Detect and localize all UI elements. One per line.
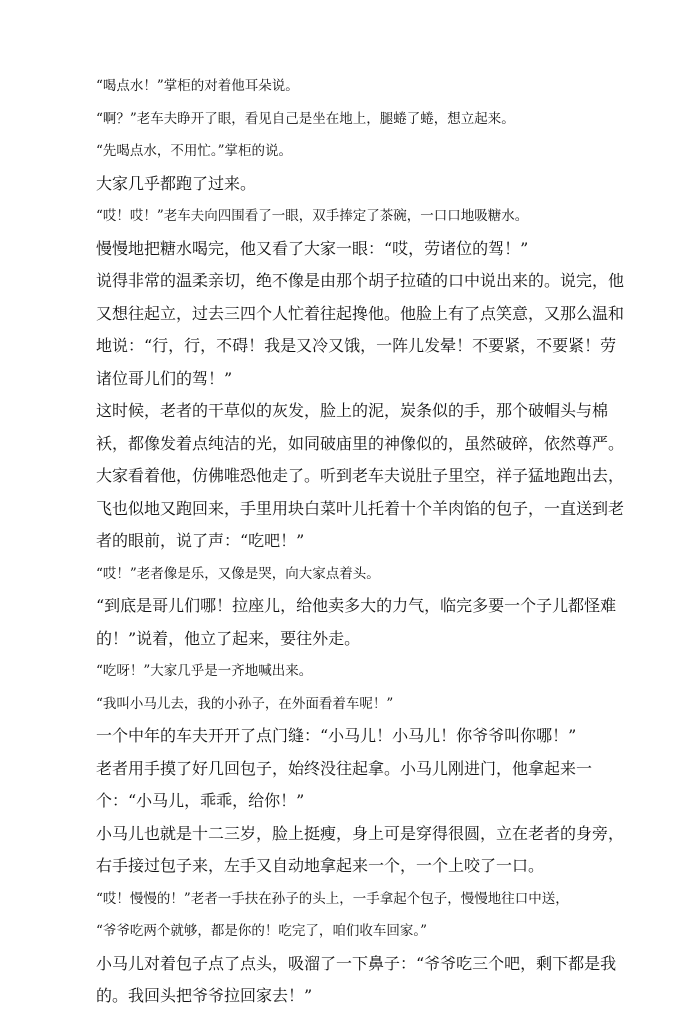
paragraph: “啊？”老车夫睁开了眼，看见自己是坐在地上，腿蜷了蜷，想立起来。: [96, 110, 515, 127]
paragraph: 小马儿也就是十二三岁，脸上挺瘦，身上可是穿得很圆，立在老者的身旁，右手接过包子来，左手又自动地拿起来一个，一个上咬了一口。: [96, 823, 625, 875]
paragraph: 一个中年的车夫开开了点门缝：“小马儿！小马儿！你爷爷叫你哪！”: [96, 726, 577, 745]
paragraph: 这时候，老者的干草似的灰发，脸上的泥，炭条似的手，那个破帽头与棉袄，都像发着点纯洁的光，如同破庙里的神像似的，虽然破碎，依然尊严。大家看着他，仿佛唯恐他走了。听到老车夫说肚子里空，祥子猛地跑出去，飞也似地又跑回来，手里用块白菜叶儿托着十个羊肉馅的包子，一直送到老者的眼前，说了声：“吃吧！”: [96, 401, 625, 550]
paragraph: 小马儿对着包子点了点头，吸溜了一下鼻子：“爷爷吃三个吧，剩下都是我的。我回头把爷爷拉回家去！”: [96, 953, 617, 1005]
paragraph: “先喝点水，不用忙。”掌柜的说。: [96, 143, 293, 159]
paragraph: “哎！”老者像是乐，又像是哭，向大家点着头。: [96, 565, 380, 582]
paragraph: 大家几乎都跑了过来。: [96, 173, 257, 193]
paragraph: “到底是哥儿们哪！拉座儿，给他卖多大的力气，临完多要一个子儿都怪难的！”说着，他立了起来，要往外走。: [96, 596, 617, 648]
paragraph: “我叫小马儿去，我的小孙子，在外面看着车呢！”: [96, 695, 394, 712]
paragraph: “哎！慢慢的！”老者一手扶在孙子的头上，一手拿起个包子，慢慢地往口中送，: [96, 890, 569, 907]
story-text: [96, 70, 624, 1013]
paragraph: “吃呀！”大家几乎是一齐地喊出来。: [96, 663, 313, 679]
paragraph: “爷爷吃两个就够，都是你的！吃完了，咱们收车回家。”: [96, 923, 428, 939]
paragraph: 说得非常的温柔亲切，绝不像是由那个胡子拉碴的口中说出来的。说完，他又想往起立，过去三四个人忙着往起搀他。他脸上有了点笑意，又那么温和地说：“行，行，不碍！我是又冷又饿，一阵儿发晕！不要紧，不要紧！劳诸位哥儿们的驾！”: [96, 271, 625, 388]
paragraph: “哎！哎！”老车夫向四围看了一眼，双手捧定了茶碗，一口口地吸糖水。: [96, 208, 529, 224]
paragraph: 慢慢地把糖水喝完，他又看了大家一眼：“哎，劳诸位的驾！”: [96, 238, 529, 258]
paragraph: 老者用手摸了好几回包子，始终没往起拿。小马儿刚进门，他拿起来一个：“小马儿，乖乖，给你！”: [96, 758, 593, 810]
paragraph: “喝点水！”掌柜的对着他耳朵说。: [96, 78, 299, 94]
